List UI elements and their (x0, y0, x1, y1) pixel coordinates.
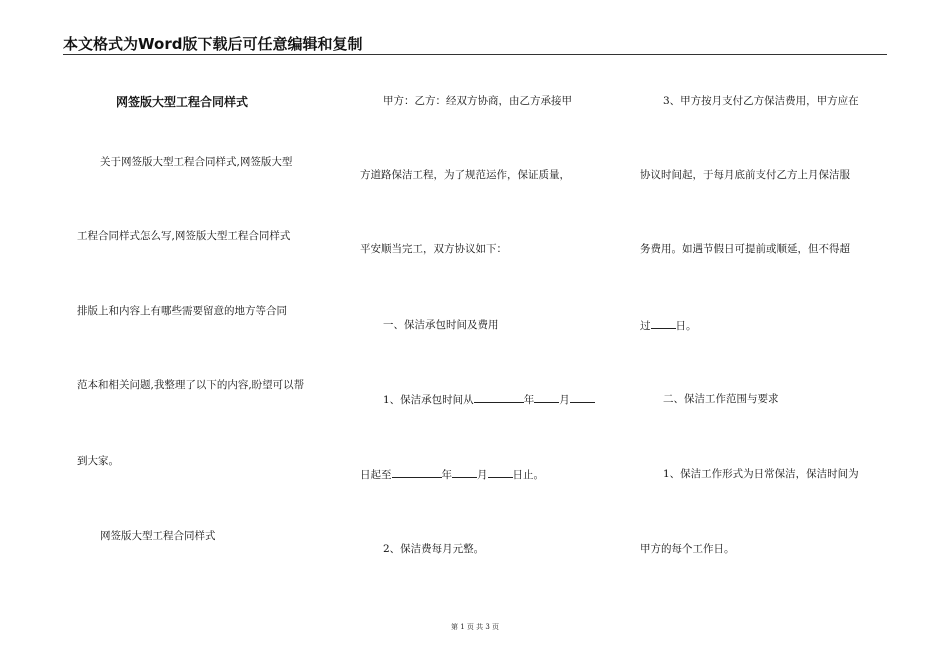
blank-line (392, 467, 442, 478)
col2-line-6-text-d: 日止。 (512, 469, 544, 481)
col3-line-3: 务费用。如遇节假日可提前或顺延，但不得超 (640, 243, 850, 255)
col3-line-7: 甲方的每个工作日。 (640, 543, 735, 555)
col2-line-6-text-c: 月 (477, 469, 488, 481)
blank-line (488, 467, 513, 478)
col2-line-1: 甲方：乙方：经双方协商，由乙方承接甲 (383, 95, 572, 107)
col2-line-7: 2、保洁费每月元整。 (383, 543, 485, 555)
col2-line-5-text-c: 月 (559, 394, 570, 406)
blank-line (651, 318, 676, 329)
col2-line-6-text-b: 年 (441, 469, 452, 481)
col2-line-6 (360, 467, 544, 482)
col3-line-1: 3、甲方按月支付乙方保洁费用，甲方应在 (663, 95, 859, 107)
col2-line-5-text-a: 1、保洁承包时间从 (383, 394, 474, 406)
header-divider (63, 54, 887, 55)
col3-line-6: 1、保洁工作形式为日常保洁，保洁时间为 (663, 468, 859, 480)
col2-line-5-text-b: 年 (523, 394, 535, 406)
col3-line-2: 协议时间起，于每月底前支付乙方上月保洁服 (640, 169, 850, 181)
document-title: 网签版大型工程合同样式 (116, 95, 249, 109)
col3-line-4-text-b: 日。 (675, 320, 697, 332)
col3-line-4 (640, 318, 697, 333)
col2-line-5 (383, 392, 595, 407)
header-title: 本文格式为Word版下载后可任意编辑和复制 (63, 35, 363, 53)
col2-line-4: 一、保洁承包时间及费用 (383, 319, 499, 331)
col3-line-5: 二、保洁工作范围与要求 (663, 393, 779, 405)
blank-line (534, 392, 559, 403)
col1-line-2: 工程合同样式怎么写,网签版大型工程合同样式 (77, 230, 291, 242)
blank-line (570, 392, 595, 403)
col2-line-3: 平安顺当完工，双方协议如下： (360, 243, 507, 255)
col1-line-1: 关于网签版大型工程合同样式,网签版大型 (100, 156, 293, 168)
col1-line-6: 网签版大型工程合同样式 (100, 530, 216, 542)
page-number: 第 1 页 共 3 页 (450, 623, 500, 631)
col2-line-6-text-a: 日起至 (360, 469, 392, 481)
col1-line-3: 排版上和内容上有哪些需要留意的地方等合同 (77, 305, 287, 317)
col2-line-2: 方道路保洁工程，为了规范运作，保证质量， (360, 169, 570, 181)
blank-line (474, 392, 524, 403)
col1-line-5: 到大家。 (77, 455, 119, 467)
col1-line-4: 范本和相关问题,我整理了以下的内容,盼望可以帮 (77, 379, 305, 391)
col3-line-4-text-a: 过 (640, 320, 651, 332)
blank-line (452, 467, 477, 478)
